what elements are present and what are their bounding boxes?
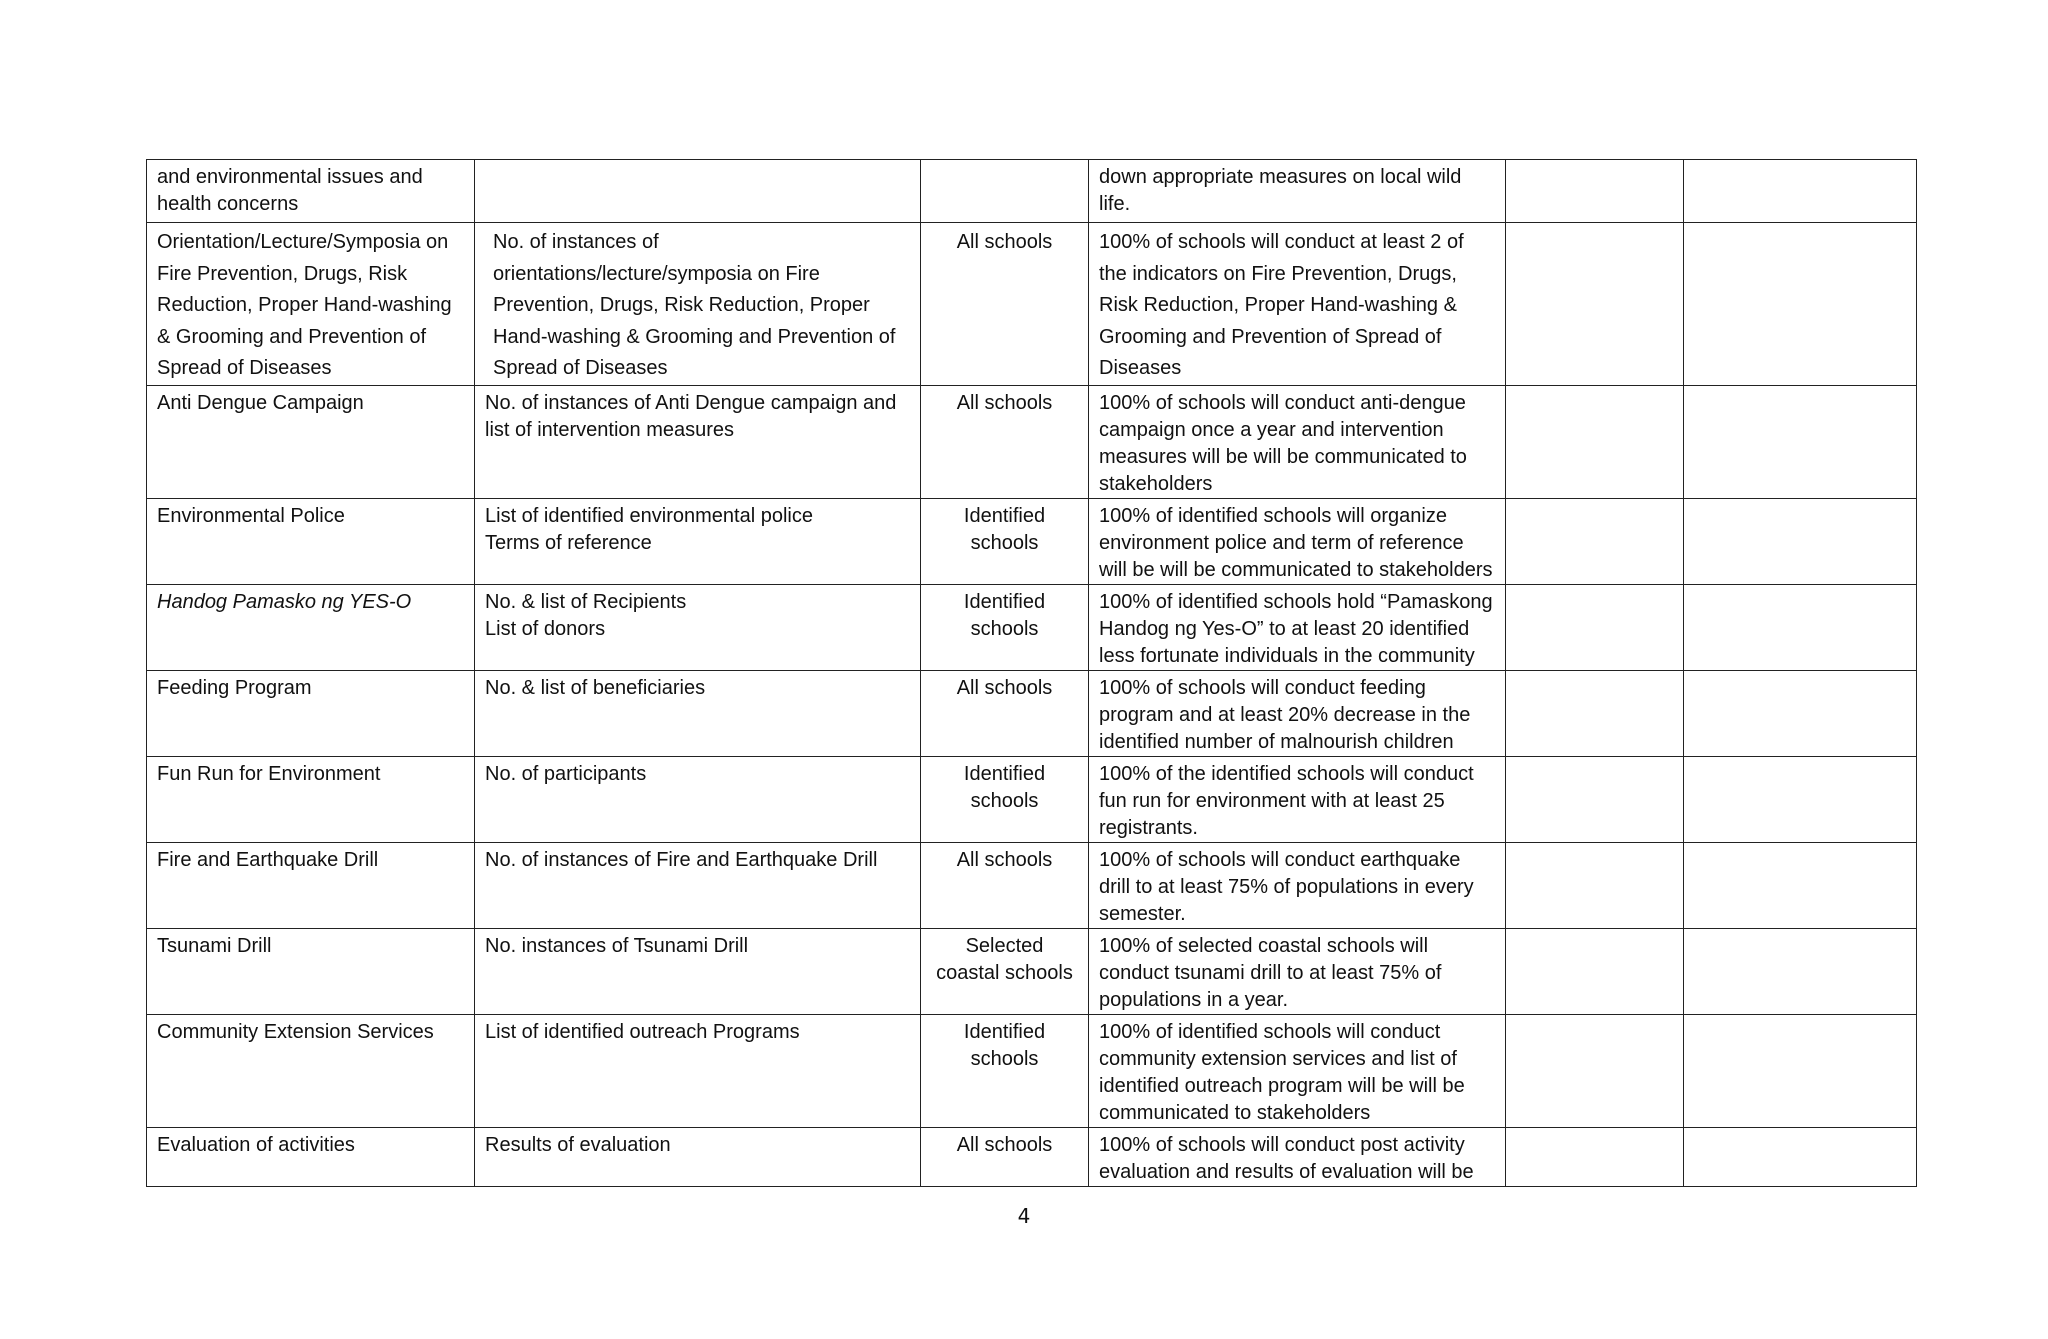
indicator-cell: [475, 584, 921, 670]
table-row: [147, 670, 1917, 756]
target-cell: [1089, 498, 1506, 584]
coverage-text: Selected coastal schools: [936, 934, 1073, 984]
indicator-text: No. & list of beneficiaries: [485, 676, 706, 699]
empty-cell: [1684, 385, 1917, 498]
coverage-cell: [921, 160, 1089, 223]
activity-text: Evaluation of activities: [157, 1133, 355, 1156]
coverage-cell: [921, 842, 1089, 928]
indicator-text: No. instances of Tsunami Drill: [485, 934, 749, 957]
coverage-cell: [921, 756, 1089, 842]
activity-text: Feeding Program: [157, 676, 312, 699]
empty-cell: [1684, 928, 1917, 1014]
table-row: [147, 1014, 1917, 1127]
activity-text: and environmental issues and health concerns: [157, 166, 423, 215]
target-cell: [1089, 670, 1506, 756]
indicator-cell: [475, 756, 921, 842]
indicator-cell: [475, 1127, 921, 1186]
activity-cell: [147, 928, 475, 1014]
indicator-cell: [475, 385, 921, 498]
target-cell: [1089, 1127, 1506, 1186]
activity-plan-table: [146, 159, 1917, 1187]
empty-cell: [1684, 223, 1917, 386]
coverage-cell: [921, 584, 1089, 670]
target-cell: [1089, 223, 1506, 386]
activity-text: Anti Dengue Campaign: [157, 391, 364, 414]
target-text: 100% of identified schools will conduct community extension services and list of identified outreach program will be will be communicated to stakeholders: [1099, 1020, 1465, 1124]
activity-text: Tsunami Drill: [157, 934, 272, 957]
target-text: down appropriate measures on local wild life.: [1099, 166, 1462, 215]
indicator-cell: [475, 928, 921, 1014]
indicator-text: List of identified outreach Programs: [485, 1020, 800, 1043]
target-cell: [1089, 160, 1506, 223]
indicator-cell: [475, 1014, 921, 1127]
indicator-cell: [475, 670, 921, 756]
indicator-text: No. of instances of orientations/lecture/symposia on Fire Prevention, Drugs, Risk Reduction, Proper Hand-washing & Grooming and Prevention of Spread of Diseases: [493, 231, 896, 379]
table-row: [147, 385, 1917, 498]
coverage-cell: [921, 928, 1089, 1014]
coverage-text: Identified schools: [963, 762, 1046, 812]
empty-cell: [1506, 1014, 1684, 1127]
empty-cell: [1506, 928, 1684, 1014]
coverage-text: All schools: [956, 391, 1053, 414]
activity-text: Fire and Earthquake Drill: [157, 848, 379, 871]
activity-text: Community Extension Services: [157, 1020, 434, 1043]
coverage-cell: [921, 670, 1089, 756]
empty-cell: [1506, 160, 1684, 223]
target-cell: [1089, 584, 1506, 670]
empty-cell: [1506, 842, 1684, 928]
empty-cell: [1506, 498, 1684, 584]
activity-cell: [147, 1014, 475, 1127]
target-text: 100% of schools will conduct at least 2 of the indicators on Fire Prevention, Drugs, Risk Reduction, Proper Hand-washing & Grooming and Prevention of Spread of Diseases: [1099, 231, 1464, 379]
indicator-text: Results of evaluation: [485, 1133, 671, 1156]
target-text: 100% of the identified schools will conduct fun run for environment with at least 25 registrants.: [1099, 762, 1474, 839]
activity-text: Fun Run for Environment: [157, 762, 381, 785]
activity-cell: [147, 223, 475, 386]
empty-cell: [1684, 584, 1917, 670]
activity-text: Environmental Police: [157, 504, 345, 527]
coverage-text: All schools: [956, 848, 1053, 871]
activity-cell: [147, 670, 475, 756]
target-text: 100% of schools will conduct post activity evaluation and results of evaluation will be: [1099, 1133, 1474, 1183]
coverage-text: Identified schools: [963, 1020, 1046, 1070]
indicator-text: No. of instances of Fire and Earthquake Drill: [485, 848, 878, 871]
table-row: [147, 842, 1917, 928]
empty-cell: [1506, 670, 1684, 756]
activity-text: Handog Pamasko ng YES-O: [157, 590, 412, 613]
empty-cell: [1684, 756, 1917, 842]
target-text: 100% of identified schools will organize environment police and term of reference will be will be communicated to stakeholders: [1099, 504, 1493, 581]
indicator-cell: [475, 160, 921, 223]
empty-cell: [1506, 756, 1684, 842]
activity-cell: [147, 160, 475, 223]
target-text: 100% of selected coastal schools will conduct tsunami drill to at least 75% of populations in a year.: [1099, 934, 1442, 1011]
activity-cell: [147, 842, 475, 928]
coverage-text: All schools: [956, 1133, 1053, 1156]
coverage-text: All schools: [956, 676, 1053, 699]
activity-cell: [147, 756, 475, 842]
empty-cell: [1506, 1127, 1684, 1186]
table-row: [147, 223, 1917, 386]
activity-cell: [147, 385, 475, 498]
table-row: [147, 928, 1917, 1014]
empty-cell: [1684, 160, 1917, 223]
indicator-cell: [475, 498, 921, 584]
empty-cell: [1684, 670, 1917, 756]
table-row: [147, 584, 1917, 670]
indicator-cell: [475, 223, 921, 386]
target-cell: [1089, 385, 1506, 498]
indicator-text: No. of instances of Anti Dengue campaign and list of intervention measures: [485, 391, 897, 441]
target-cell: [1089, 842, 1506, 928]
coverage-text: All schools: [956, 231, 1053, 253]
activity-cell: [147, 584, 475, 670]
coverage-cell: [921, 1014, 1089, 1127]
page-number: 4: [1017, 1204, 1031, 1228]
coverage-cell: [921, 498, 1089, 584]
table-row: [147, 1127, 1917, 1186]
indicator-text: No. of participants: [485, 762, 647, 785]
target-cell: [1089, 1014, 1506, 1127]
activity-cell: [147, 1127, 475, 1186]
coverage-text: Identified schools: [963, 590, 1046, 640]
target-text: 100% of identified schools hold “Pamaskong Handog ng Yes-O” to at least 20 identified less fortunate individuals in the community: [1099, 590, 1493, 667]
table-row: [147, 498, 1917, 584]
target-text: 100% of schools will conduct anti-dengue campaign once a year and intervention measures will be will be communicated to stakeholders: [1099, 391, 1467, 495]
empty-cell: [1684, 498, 1917, 584]
empty-cell: [1506, 385, 1684, 498]
coverage-cell: [921, 385, 1089, 498]
target-text: 100% of schools will conduct feeding program and at least 20% decrease in the identified number of malnourish children: [1099, 676, 1471, 753]
empty-cell: [1684, 1014, 1917, 1127]
activity-text: Orientation/Lecture/Symposia on Fire Prevention, Drugs, Risk Reduction, Proper Hand-washing & Grooming and Prevention of Spread of Diseases: [157, 231, 452, 379]
empty-cell: [1684, 1127, 1917, 1186]
empty-cell: [1506, 584, 1684, 670]
target-cell: [1089, 928, 1506, 1014]
indicator-text: List of identified environmental police Terms of reference: [485, 504, 813, 554]
activity-cell: [147, 498, 475, 584]
coverage-text: Identified schools: [963, 504, 1046, 554]
empty-cell: [1684, 842, 1917, 928]
table-row: [147, 160, 1917, 223]
indicator-text: No. & list of Recipients List of donors: [485, 590, 687, 640]
indicator-cell: [475, 842, 921, 928]
coverage-cell: [921, 1127, 1089, 1186]
target-text: 100% of schools will conduct earthquake drill to at least 75% of populations in every semester.: [1099, 848, 1474, 925]
table-row: [147, 756, 1917, 842]
empty-cell: [1506, 223, 1684, 386]
target-cell: [1089, 756, 1506, 842]
coverage-cell: [921, 223, 1089, 386]
